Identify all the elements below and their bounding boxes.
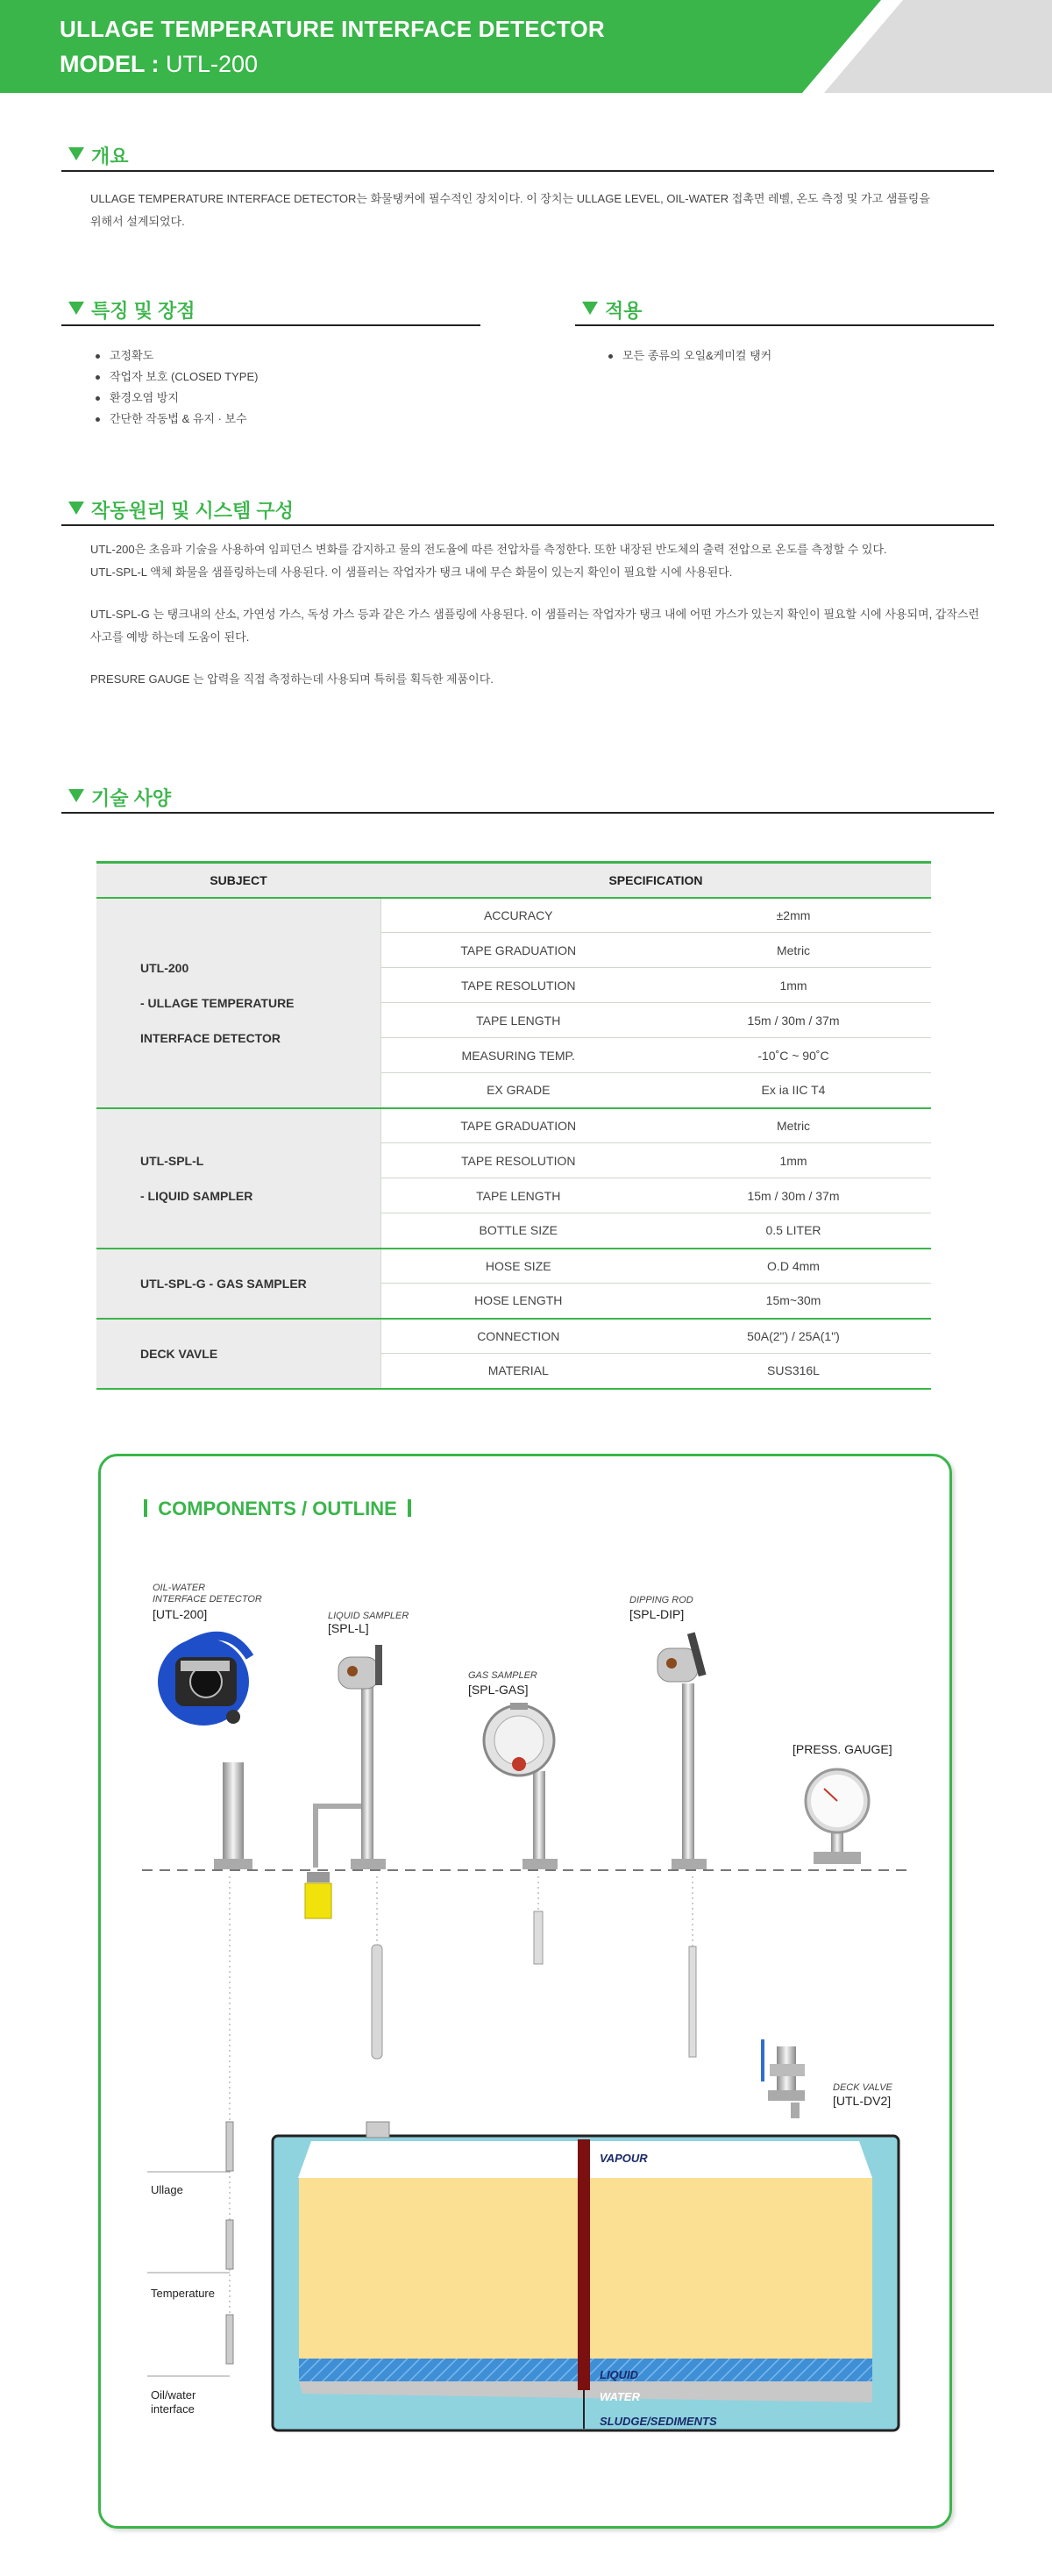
level-label-interface-1: Oil/water	[151, 2388, 196, 2402]
spl-dip-rod	[658, 1633, 707, 1869]
tank-dip-rod	[578, 2139, 590, 2390]
principle-line: UTL-SPL-G 는 탱크내의 산소, 가연성 가스, 독성 가스 등과 같은 가스 샘플링에 사용된다. 이 샘플러는 작업자가 탱크 내에 어떤 가스가 있는지 확인이 필요할 시에 사용되며, 갑작스런	[90, 608, 980, 621]
svg-text:INTERFACE DETECTOR: INTERFACE DETECTOR	[153, 1594, 262, 1605]
principle-line: PRESURE GAUGE 는 압력을 직접 측정하는데 사용되며 특허를 획득한 제품이다.	[90, 672, 494, 686]
subject-line: INTERFACE DETECTOR	[140, 1030, 281, 1045]
spec-item: HOSE LENGTH	[380, 1284, 656, 1319]
unit-label-spl-gas	[468, 1670, 537, 1697]
unit-label-spl-dip	[629, 1595, 693, 1621]
spl-gas-sampler	[484, 1703, 558, 1869]
utl200-detector	[158, 1636, 252, 1869]
spec-item: TAPE RESOLUTION	[380, 968, 656, 1003]
spl-l-bottle	[372, 1945, 382, 2059]
product-title: ULLAGE TEMPERATURE INTERFACE DETECTOR	[60, 16, 605, 42]
spec-item: EX GRADE	[380, 1073, 656, 1108]
svg-text:GAS SAMPLER: GAS SAMPLER	[468, 1670, 537, 1681]
spec-item: BOTTLE SIZE	[380, 1213, 656, 1249]
tank-label-liquid: LIQUID	[600, 2368, 639, 2381]
principle-line: UTL-200은 초음파 기술을 사용하여 임피던스 변화를 감지하고 물의 전도율에 따른 전압차를 측정한다. 또한 내장된 반도체의 출력 전압으로 온도를 측정할 수 있다.	[90, 543, 887, 556]
spec-value: 15m~30m	[656, 1284, 931, 1319]
spec-value: 15m / 30m / 37m	[656, 1178, 931, 1213]
spec-value: Metric	[656, 1108, 931, 1143]
spec-item: TAPE GRADUATION	[380, 933, 656, 968]
list-item: 환경오염 방지	[90, 388, 258, 409]
tank-label-sludge: SLUDGE/SEDIMENTS	[600, 2415, 717, 2428]
unit-label-deck-valve	[833, 2082, 893, 2108]
spec-item: TAPE RESOLUTION	[380, 1143, 656, 1178]
spec-item: CONNECTION	[380, 1319, 656, 1354]
tank-label-vapour: VAPOUR	[600, 2152, 648, 2165]
svg-text:DIPPING ROD: DIPPING ROD	[629, 1595, 693, 1605]
overview-line-1: ULLAGE TEMPERATURE INTERFACE DETECTOR는 화물탱커에 필수적인 장치이다. 이 장치는 ULLAGE LEVEL, OIL-WATER 접촉면 레벨, 온도 측정 및 가고 샘플링을	[90, 192, 930, 205]
svg-text:OIL-WATER: OIL-WATER	[153, 1583, 206, 1593]
pressure-gauge	[806, 1769, 869, 1864]
components-heading-label: COMPONENTS / OUTLINE	[158, 1498, 397, 1519]
spec-value: ±2mm	[656, 898, 931, 933]
principle-line: UTL-SPL-L 액체 화물을 샘플링하는데 사용된다. 이 샘플러는 작업자가 탱크 내에 무슨 화물이 있는지 확인이 필요할 시에 사용된다.	[90, 566, 733, 579]
spec-value: Ex ia IIC T4	[656, 1073, 931, 1108]
spec-value: 0.5 LITER	[656, 1213, 931, 1249]
unit-label-spl-l	[328, 1611, 409, 1635]
list-item: 작업자 보호 (CLOSED TYPE)	[90, 366, 258, 388]
svg-text:[SPL-GAS]: [SPL-GAS]	[468, 1683, 529, 1697]
spec-item: MEASURING TEMP.	[380, 1038, 656, 1073]
model-value: UTL-200	[166, 51, 259, 77]
spec-value: O.D 4mm	[656, 1249, 931, 1284]
principle-line: 사고를 예방 하는데 도움이 된다.	[90, 630, 250, 644]
spec-item: ACCURACY	[380, 898, 656, 933]
unit-label-utl200	[153, 1583, 262, 1621]
subject-line: - ULLAGE TEMPERATURE	[140, 995, 295, 1010]
spec-value: 1mm	[656, 968, 931, 1003]
spec-item: TAPE GRADUATION	[380, 1108, 656, 1143]
level-label-temperature: Temperature	[151, 2287, 215, 2300]
spec-item: MATERIAL	[380, 1354, 656, 1389]
subject-line: - LIQUID SAMPLER	[140, 1188, 253, 1203]
subject-line: UTL-SPL-G - GAS SAMPLER	[140, 1276, 307, 1291]
spec-item: TAPE LENGTH	[380, 1178, 656, 1213]
spl-dip-probe	[689, 1946, 696, 2057]
level-indicators	[147, 2171, 233, 2376]
svg-text:LIQUID SAMPLER: LIQUID SAMPLER	[328, 1611, 409, 1621]
overview-line-2: 위해서 설계되었다.	[90, 215, 185, 228]
application-heading-label: 적용	[605, 300, 643, 322]
level-label-interface-2: interface	[151, 2402, 195, 2416]
utl200-probe	[226, 2122, 233, 2171]
unit-label-press-gauge	[793, 1742, 892, 1756]
svg-text:[PRESS. GAUGE]: [PRESS. GAUGE]	[793, 1742, 892, 1756]
header-specification: SPECIFICATION	[380, 863, 931, 898]
overview-heading-label: 개요	[91, 146, 129, 167]
svg-text:DECK VALVE: DECK VALVE	[833, 2082, 892, 2093]
svg-text:[UTL-DV2]: [UTL-DV2]	[833, 2094, 892, 2108]
subject-line: UTL-SPL-L	[140, 1153, 204, 1168]
list-item: 모든 종류의 오일&케미컬 탱커	[603, 345, 771, 366]
subject-line: UTL-200	[140, 960, 189, 975]
list-item: 고정확도	[90, 345, 258, 366]
svg-text:[SPL-L]: [SPL-L]	[328, 1621, 369, 1635]
spec-value: Metric	[656, 933, 931, 968]
spl-l-sampler	[305, 1645, 386, 1918]
spec-item: HOSE SIZE	[380, 1249, 656, 1284]
model-prefix: MODEL :	[60, 51, 166, 77]
spec-item: TAPE LENGTH	[380, 1003, 656, 1038]
svg-text:[UTL-200]: [UTL-200]	[153, 1607, 208, 1621]
tank	[273, 2122, 899, 2430]
header-subject: SUBJECT	[96, 863, 380, 898]
spec-value: 1mm	[656, 1143, 931, 1178]
spec-value: 50A(2") / 25A(1")	[656, 1319, 931, 1354]
tank-label-water: WATER	[600, 2390, 640, 2403]
deck-valve	[763, 2039, 805, 2118]
features-heading-label: 특징 및 장점	[91, 300, 195, 322]
subject-line: DECK VAVLE	[140, 1346, 218, 1361]
spl-gas-probe	[534, 1911, 543, 1964]
spec-value: SUS316L	[656, 1354, 931, 1389]
list-item: 간단한 작동법 & 유지 · 보수	[90, 409, 258, 430]
principle-heading-label: 작동원리 및 시스템 구성	[91, 500, 294, 522]
spec-value: 15m / 30m / 37m	[656, 1003, 931, 1038]
spec-heading-label: 기술 사양	[91, 787, 172, 809]
level-label-ullage: Ullage	[151, 2183, 183, 2196]
svg-text:[SPL-DIP]: [SPL-DIP]	[629, 1607, 685, 1621]
spec-value: -10˚C ~ 90˚C	[656, 1038, 931, 1073]
